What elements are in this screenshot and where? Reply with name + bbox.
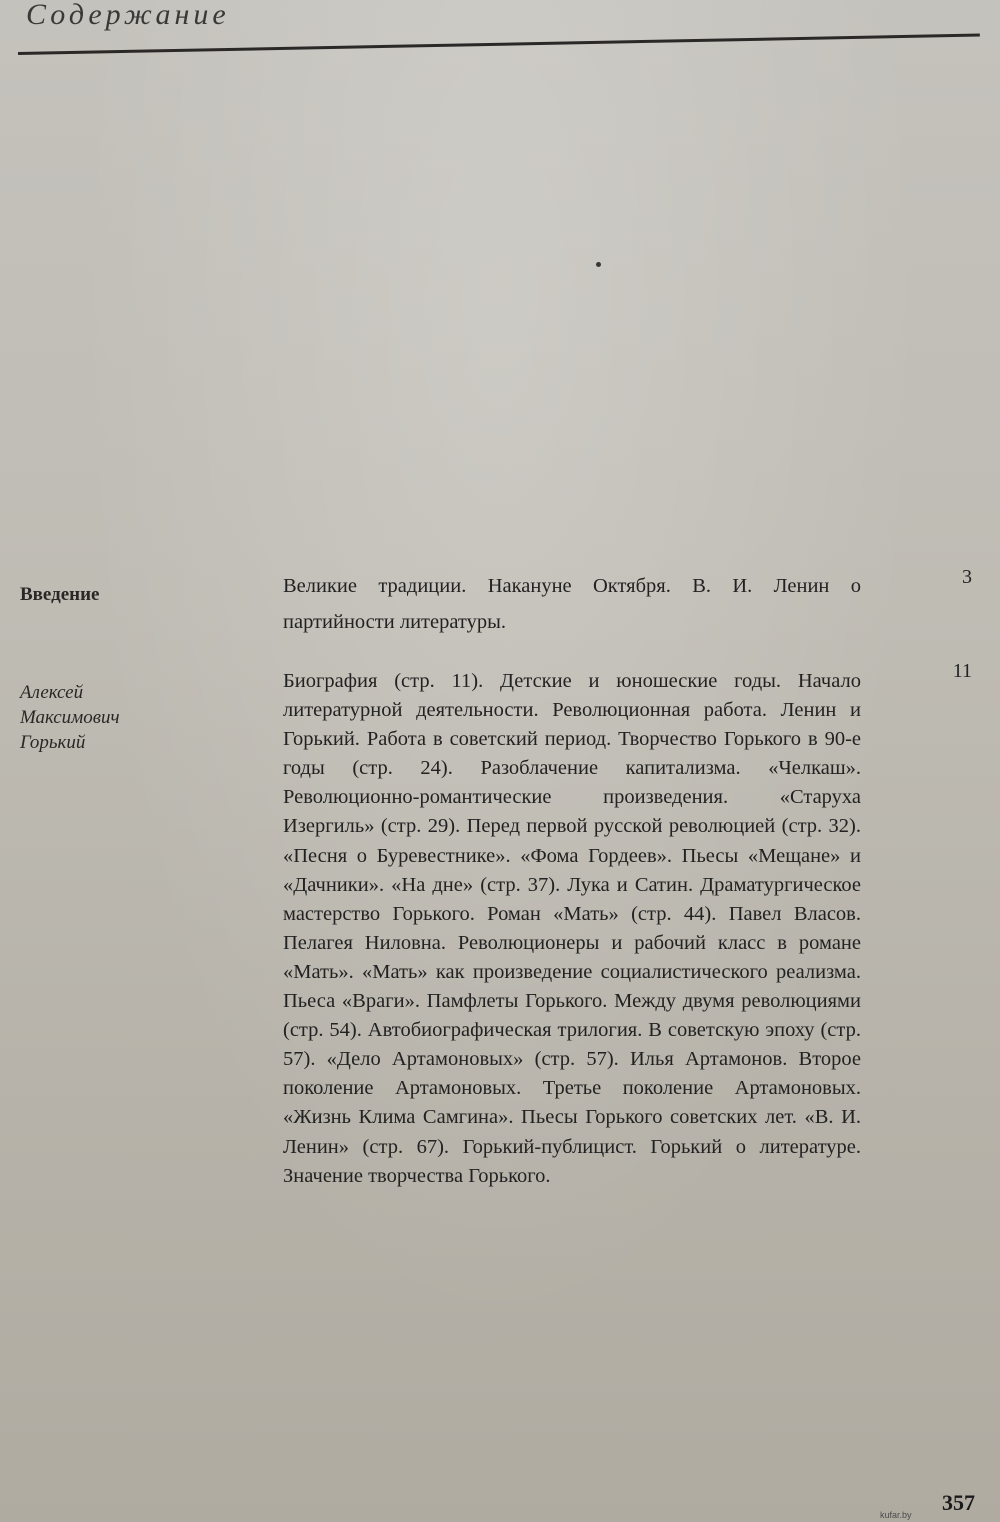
title-rule [18,34,980,55]
entry-label-gorky [20,680,120,755]
entry-page-introduction: 3 [962,566,972,588]
entry-text-introduction: Великие традиции. Накануне Октября. В. И. Ленин о партийности литературы. [283,575,861,633]
watermark: kufar.by [880,1510,912,1520]
entry-label-introduction: Введение [20,584,100,605]
author-patronymic: Максимович [20,707,120,728]
entry-text-gorky: Биография (стр. 11). Детские и юношеские годы. Начало литературной деятельности. Революционная работа. Ленин и Горький. Работа в советский период. Творчество Горького в 90-е годы (стр. 24). Разоблачение капитализма. «Челкаш». Революционно-романтические произведения. «Старуха Изергиль» (стр. 29). Перед первой русской революцией (стр. 32). «Песня о Буревестнике». «Фома Гордеев». Пьесы «Мещане» и «Дачники». «На дне» (стр. 37). Лука и Сатин. Драматургическое мастерство Горького. Роман «Мать» (стр. 44). Павел Власов. Пелагея Ниловна. Революционеры и рабочий класс в романе «Мать». «Мать» как произведение социалистического реализма. Пьеса «Враги». Памфлеты Горького. Между двумя революциями (стр. 54). Автобиографическая трилогия. В советскую эпоху (стр. 57). «Дело Артамоновых» (стр. 57). Илья Артамонов. Второе поколение Артамоновых. Третье поколение Артамоновых. «Жизнь Клима Самгина». Пьесы Горького советских лет. «В. И. Ленин» (стр. 67). Горький-публицист. Горький о литературе. Значение творчества Горького. [283,670,861,1187]
paper-speck [596,262,601,267]
author-surname: Горький [20,732,86,753]
entry-page-gorky: 11 [952,660,972,682]
page-number: 357 [942,1490,975,1515]
page-title: Содержание [26,0,230,31]
author-first-name: Алексей [20,682,84,703]
